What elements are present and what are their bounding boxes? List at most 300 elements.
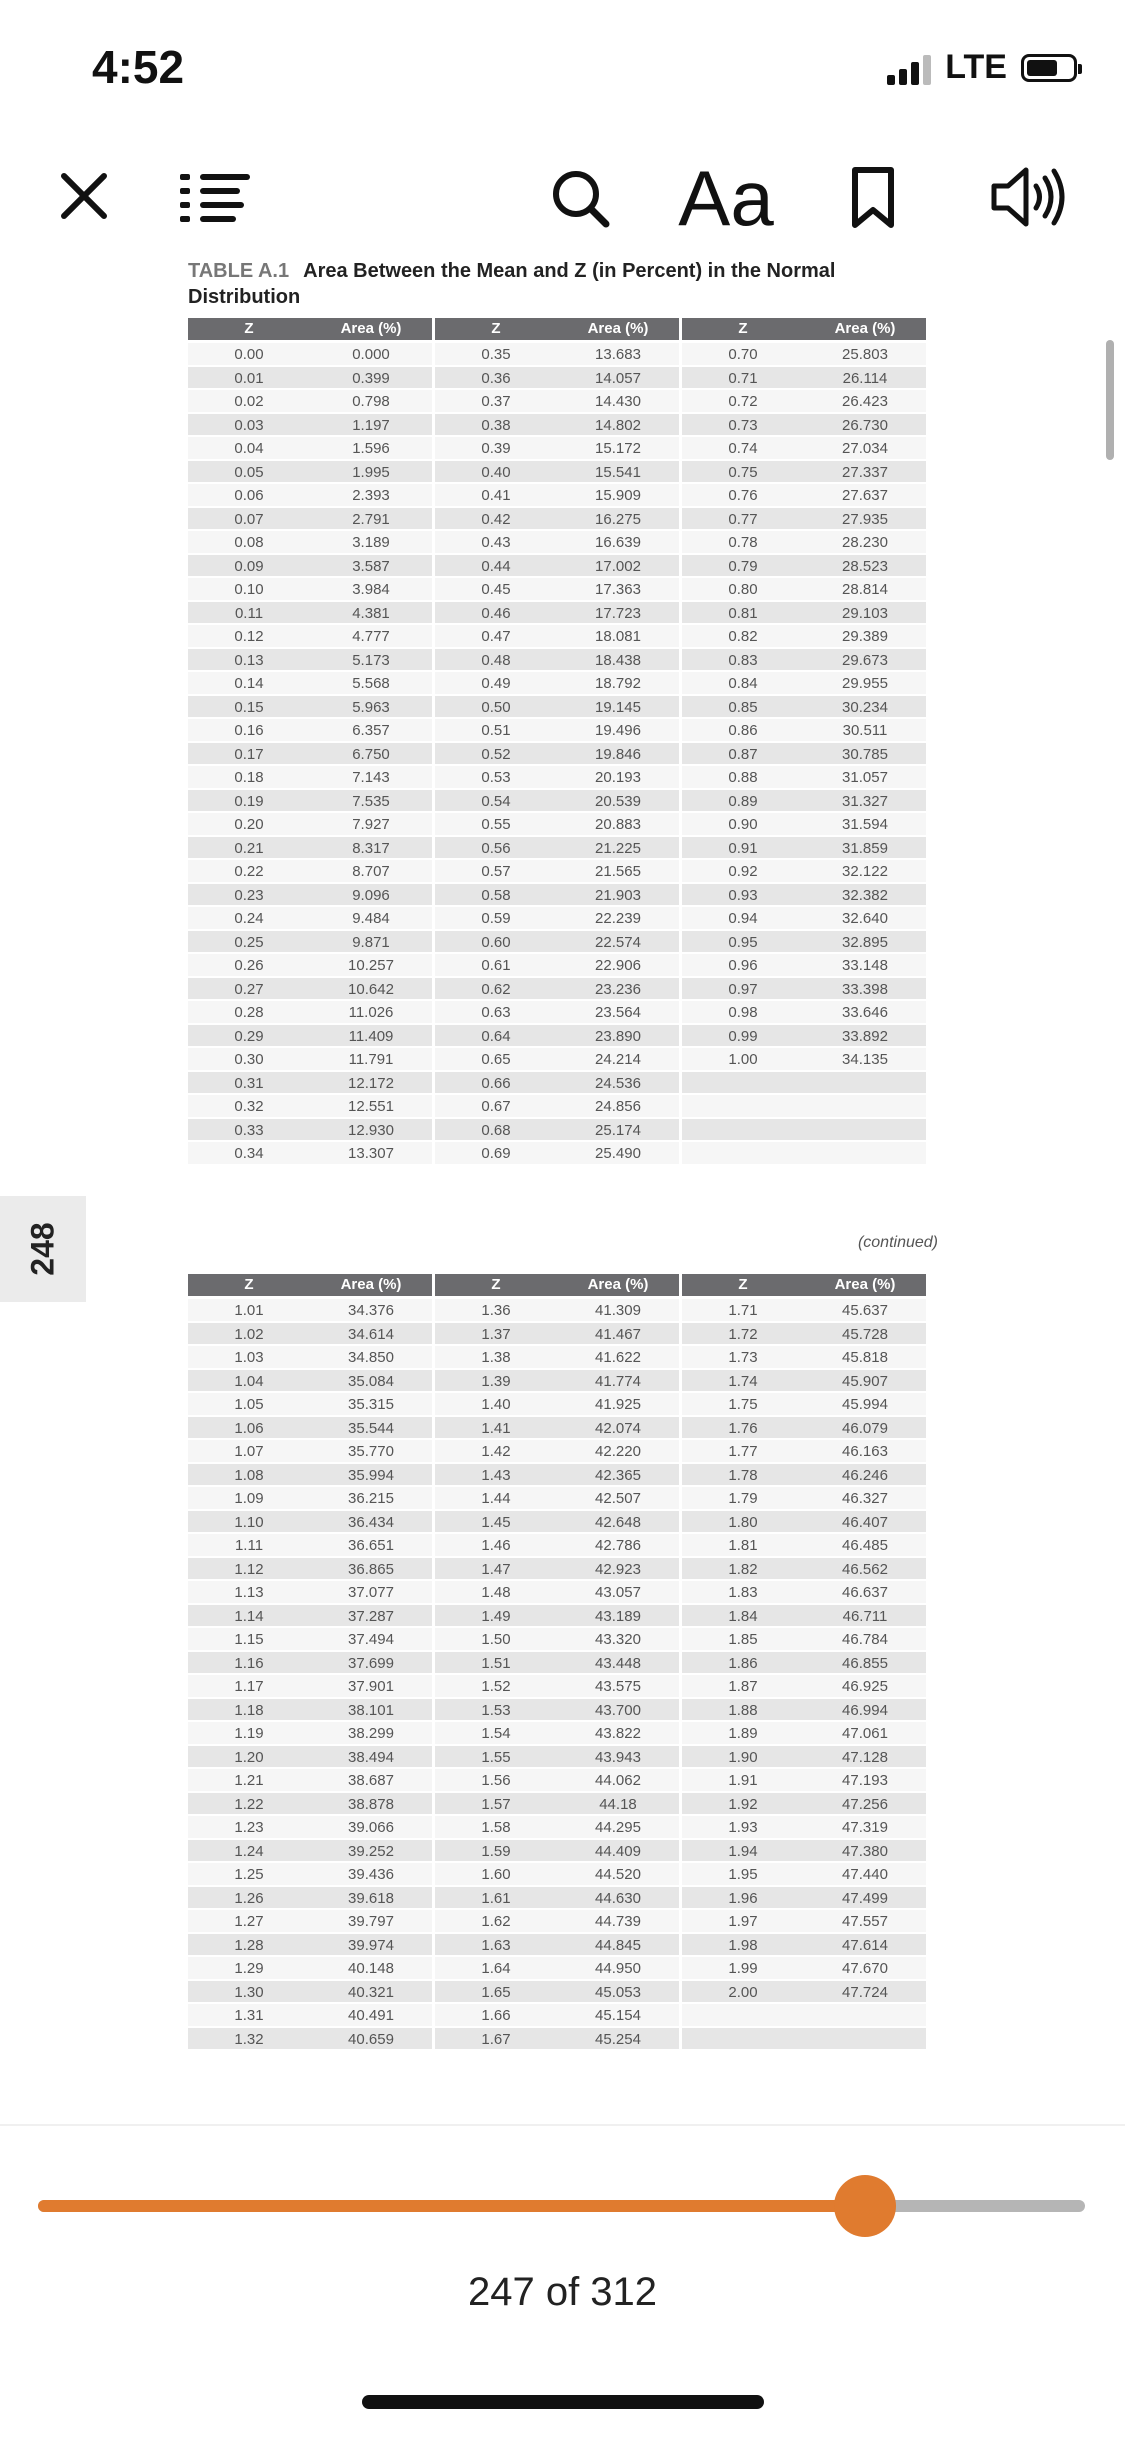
- table-cell: 0.83: [682, 649, 804, 673]
- battery-icon: [1021, 54, 1077, 82]
- table-cell: 0.25: [188, 931, 310, 955]
- table-cell: 1.24: [188, 1840, 310, 1864]
- table-cell: 1.11: [188, 1534, 310, 1558]
- table-cell: 24.856: [557, 1095, 679, 1119]
- table-cell: 1.10: [188, 1511, 310, 1535]
- table-cell: 0.93: [682, 884, 804, 908]
- table-cell: 0.71: [682, 367, 804, 391]
- table-cell: 39.436: [310, 1863, 432, 1887]
- table-cell: 0.04: [188, 437, 310, 461]
- table-cell: 43.189: [557, 1605, 679, 1629]
- table-cell: 1.60: [435, 1863, 557, 1887]
- table-label: TABLE A.1: [188, 260, 290, 282]
- search-button[interactable]: [548, 166, 612, 230]
- table-cell: 1.65: [435, 1981, 557, 2005]
- table-cell: 32.382: [804, 884, 926, 908]
- table-cell: 0.53: [435, 766, 557, 790]
- table-cell: 1.71: [682, 1299, 804, 1323]
- table-cell: 0.99: [682, 1025, 804, 1049]
- table-cell: 43.700: [557, 1699, 679, 1723]
- table-cell: 1.28: [188, 1934, 310, 1958]
- table-cell: 47.724: [804, 1981, 926, 2005]
- table-cell: 0.03: [188, 414, 310, 438]
- table-cell: 0.97: [682, 978, 804, 1002]
- table-cell: 1.81: [682, 1534, 804, 1558]
- table-cell: 1.74: [682, 1370, 804, 1394]
- table-cell: 27.935: [804, 508, 926, 532]
- table-cell: 3.984: [310, 578, 432, 602]
- table-cell: 1.76: [682, 1417, 804, 1441]
- table-cell: 34.614: [310, 1323, 432, 1347]
- column-header: Z: [682, 318, 804, 343]
- table-cell: 12.551: [310, 1095, 432, 1119]
- table-cell: 1.18: [188, 1699, 310, 1723]
- table-cell: 0.47: [435, 625, 557, 649]
- table-cell: 0.68: [435, 1119, 557, 1143]
- table-cell: 1.78: [682, 1464, 804, 1488]
- table-cell: 0.57: [435, 860, 557, 884]
- table-cell: 41.467: [557, 1323, 679, 1347]
- table-cell: 0.63: [435, 1001, 557, 1025]
- table-cell: 6.750: [310, 743, 432, 767]
- table-cell: 35.544: [310, 1417, 432, 1441]
- table-cell: 1.92: [682, 1793, 804, 1817]
- table-cell: 1.99: [682, 1957, 804, 1981]
- table-cell: 0.44: [435, 555, 557, 579]
- table-cell: 0.14: [188, 672, 310, 696]
- table-cell: 1.13: [188, 1581, 310, 1605]
- table-cell: 1.197: [310, 414, 432, 438]
- table-cell: 43.057: [557, 1581, 679, 1605]
- table-cell: 0.37: [435, 390, 557, 414]
- table-cell: 12.930: [310, 1119, 432, 1143]
- table-cell: 1.94: [682, 1840, 804, 1864]
- table-cell: 32.640: [804, 907, 926, 931]
- table-cell: 46.407: [804, 1511, 926, 1535]
- table-cell: 0.08: [188, 531, 310, 555]
- table-cell: 34.135: [804, 1048, 926, 1072]
- table-cell: 31.327: [804, 790, 926, 814]
- table-cell: [804, 1119, 926, 1143]
- table-cell: 44.409: [557, 1840, 679, 1864]
- table-cell: 42.074: [557, 1417, 679, 1441]
- table-cell: 44.845: [557, 1934, 679, 1958]
- table-cell: 0.39: [435, 437, 557, 461]
- table-cell: 42.786: [557, 1534, 679, 1558]
- column-header: Area (%): [310, 1274, 432, 1299]
- continued-label: (continued): [857, 1234, 938, 1251]
- table-cell: 21.903: [557, 884, 679, 908]
- page-slider[interactable]: [38, 2200, 1085, 2212]
- table-cell: 0.60: [435, 931, 557, 955]
- table-cell: 0.74: [682, 437, 804, 461]
- table-cell: 35.315: [310, 1393, 432, 1417]
- table-cell: 22.574: [557, 931, 679, 955]
- table-cell: 1.37: [435, 1323, 557, 1347]
- table-cell: 12.172: [310, 1072, 432, 1096]
- table-cell: 1.41: [435, 1417, 557, 1441]
- table-cell: 1.36: [435, 1299, 557, 1323]
- table-cell: 1.73: [682, 1346, 804, 1370]
- table-cell: [682, 2004, 804, 2028]
- table-cell: 45.994: [804, 1393, 926, 1417]
- table-cell: 34.376: [310, 1299, 432, 1323]
- table-cell: 46.711: [804, 1605, 926, 1629]
- table-cell: 1.80: [682, 1511, 804, 1535]
- table-cell: 0.88: [682, 766, 804, 790]
- table-cell: 5.963: [310, 696, 432, 720]
- table-cell: 1.32: [188, 2028, 310, 2052]
- table-cell: 46.327: [804, 1487, 926, 1511]
- table-cell: 0.61: [435, 954, 557, 978]
- table-cell: 41.309: [557, 1299, 679, 1323]
- table-cell: 47.614: [804, 1934, 926, 1958]
- table-cell: 38.494: [310, 1746, 432, 1770]
- table-cell: 13.683: [557, 343, 679, 367]
- table-cell: 38.878: [310, 1793, 432, 1817]
- table-cell: 6.357: [310, 719, 432, 743]
- table-cell: 18.081: [557, 625, 679, 649]
- page-slider-handle[interactable]: [834, 2175, 896, 2237]
- side-page-number-label: 248: [24, 1222, 61, 1276]
- table-cell: 0.54: [435, 790, 557, 814]
- table-cell: 0.36: [435, 367, 557, 391]
- table-cell: 37.901: [310, 1675, 432, 1699]
- table-cell: 1.48: [435, 1581, 557, 1605]
- table-cell: 47.670: [804, 1957, 926, 1981]
- status-time: 4:52: [92, 41, 185, 93]
- table-cell: 1.02: [188, 1323, 310, 1347]
- table-cell: 26.423: [804, 390, 926, 414]
- table-cell: 1.62: [435, 1910, 557, 1934]
- table-cell: 40.148: [310, 1957, 432, 1981]
- table-cell: 47.193: [804, 1769, 926, 1793]
- table-cell: 36.434: [310, 1511, 432, 1535]
- table-cell: 0.76: [682, 484, 804, 508]
- table-cell: 0.58: [435, 884, 557, 908]
- table-cell: 0.65: [435, 1048, 557, 1072]
- table-cell: 46.562: [804, 1558, 926, 1582]
- signal-icon: [887, 51, 931, 85]
- table-cell: 1.82: [682, 1558, 804, 1582]
- table-cell: 1.90: [682, 1746, 804, 1770]
- table-cell: 47.380: [804, 1840, 926, 1864]
- table-cell: 25.490: [557, 1142, 679, 1166]
- table-cell: 0.16: [188, 719, 310, 743]
- table-cell: 9.871: [310, 931, 432, 955]
- table-cell: 0.69: [435, 1142, 557, 1166]
- table-cell: 1.29: [188, 1957, 310, 1981]
- table-cell: 47.128: [804, 1746, 926, 1770]
- table-cell: 0.20: [188, 813, 310, 837]
- read-aloud-button[interactable]: [988, 164, 1068, 230]
- table-cell: 0.87: [682, 743, 804, 767]
- table-cell: 44.950: [557, 1957, 679, 1981]
- table-cell: 0.46: [435, 602, 557, 626]
- table-cell: 16.639: [557, 531, 679, 555]
- table-cell: [682, 1119, 804, 1143]
- table-cell: 41.925: [557, 1393, 679, 1417]
- table-cell: [682, 1095, 804, 1119]
- table-cell: 0.33: [188, 1119, 310, 1143]
- table-cell: 10.257: [310, 954, 432, 978]
- table-cell: 45.818: [804, 1346, 926, 1370]
- table-cell: 16.275: [557, 508, 679, 532]
- table-cell: 0.05: [188, 461, 310, 485]
- table-cell: 23.236: [557, 978, 679, 1002]
- table-cell: 1.03: [188, 1346, 310, 1370]
- table-cell: 1.64: [435, 1957, 557, 1981]
- table-cell: 0.19: [188, 790, 310, 814]
- table-cell: 0.55: [435, 813, 557, 837]
- table-cell: 1.87: [682, 1675, 804, 1699]
- table-cell: 1.75: [682, 1393, 804, 1417]
- table-cell: 1.49: [435, 1605, 557, 1629]
- table-cell: 23.564: [557, 1001, 679, 1025]
- table-cell: 1.61: [435, 1887, 557, 1911]
- table-cell: 46.079: [804, 1417, 926, 1441]
- table-cell: 30.234: [804, 696, 926, 720]
- table-cell: 0.45: [435, 578, 557, 602]
- table-cell: 1.85: [682, 1628, 804, 1652]
- table-cell: 1.58: [435, 1816, 557, 1840]
- table-cell: 0.91: [682, 837, 804, 861]
- table-cell: 0.82: [682, 625, 804, 649]
- table-cell: 0.43: [435, 531, 557, 555]
- table-cell: 1.88: [682, 1699, 804, 1723]
- home-indicator[interactable]: [362, 2395, 764, 2409]
- table-cell: 1.06: [188, 1417, 310, 1441]
- table-cell: 18.792: [557, 672, 679, 696]
- table-cell: 17.723: [557, 602, 679, 626]
- table-cell: 25.174: [557, 1119, 679, 1143]
- table-cell: 1.08: [188, 1464, 310, 1488]
- table-cell: 0.77: [682, 508, 804, 532]
- table-cell: 0.12: [188, 625, 310, 649]
- table-cell: 44.062: [557, 1769, 679, 1793]
- table-cell: 1.54: [435, 1722, 557, 1746]
- bookmark-button[interactable]: [848, 164, 898, 232]
- table-cell: 0.34: [188, 1142, 310, 1166]
- table-cell: 33.892: [804, 1025, 926, 1049]
- table-cell: 1.52: [435, 1675, 557, 1699]
- table-cell: 10.642: [310, 978, 432, 1002]
- table-cell: 35.994: [310, 1464, 432, 1488]
- table-cell: 30.511: [804, 719, 926, 743]
- table-cell: 1.43: [435, 1464, 557, 1488]
- table-cell: 19.145: [557, 696, 679, 720]
- table-cell: 0.38: [435, 414, 557, 438]
- table-cell: 43.943: [557, 1746, 679, 1770]
- table-cell: 17.002: [557, 555, 679, 579]
- table-cell: 1.95: [682, 1863, 804, 1887]
- table-cell: 36.215: [310, 1487, 432, 1511]
- table-cell: 36.651: [310, 1534, 432, 1558]
- table-cell: 46.925: [804, 1675, 926, 1699]
- table-cell: 0.94: [682, 907, 804, 931]
- table-cell: 40.321: [310, 1981, 432, 2005]
- table-cell: 1.14: [188, 1605, 310, 1629]
- table-of-contents-button[interactable]: [178, 168, 254, 228]
- table-cell: 40.491: [310, 2004, 432, 2028]
- table-cell: 1.27: [188, 1910, 310, 1934]
- table-cell: 1.07: [188, 1440, 310, 1464]
- table-cell: 45.728: [804, 1323, 926, 1347]
- table-cell: 0.42: [435, 508, 557, 532]
- table-cell: 39.797: [310, 1910, 432, 1934]
- table-cell: 17.363: [557, 578, 679, 602]
- table-cell: 0.95: [682, 931, 804, 955]
- table-cell: 47.499: [804, 1887, 926, 1911]
- table-cell: 11.791: [310, 1048, 432, 1072]
- table-cell: 1.01: [188, 1299, 310, 1323]
- table-cell: 33.646: [804, 1001, 926, 1025]
- table-cell: 14.057: [557, 367, 679, 391]
- table-cell: 36.865: [310, 1558, 432, 1582]
- table-cell: 0.07: [188, 508, 310, 532]
- table-cell: 14.802: [557, 414, 679, 438]
- table-cell: 1.55: [435, 1746, 557, 1770]
- table-cell: 0.28: [188, 1001, 310, 1025]
- table-cell: 33.398: [804, 978, 926, 1002]
- table-cell: 0.84: [682, 672, 804, 696]
- table-cell: 3.189: [310, 531, 432, 555]
- table-cell: 38.299: [310, 1722, 432, 1746]
- table-cell: [804, 1095, 926, 1119]
- table-cell: 1.04: [188, 1370, 310, 1394]
- table-cell: 1.50: [435, 1628, 557, 1652]
- table-cell: 2.00: [682, 1981, 804, 2005]
- table-cell: 45.254: [557, 2028, 679, 2052]
- table-cell: 0.73: [682, 414, 804, 438]
- table-cell: [682, 1072, 804, 1096]
- search-icon: [548, 166, 612, 230]
- table-cell: 27.337: [804, 461, 926, 485]
- z-table-part-2: [188, 1274, 934, 2051]
- table-cell: 0.13: [188, 649, 310, 673]
- table-cell: 46.994: [804, 1699, 926, 1723]
- table-cell: 43.320: [557, 1628, 679, 1652]
- column-header: Z: [435, 318, 557, 343]
- table-cell: 7.535: [310, 790, 432, 814]
- table-cell: 14.430: [557, 390, 679, 414]
- table-cell: [682, 1142, 804, 1166]
- table-cell: 30.785: [804, 743, 926, 767]
- table-cell: 0.51: [435, 719, 557, 743]
- table-cell: 44.630: [557, 1887, 679, 1911]
- table-cell: 0.798: [310, 390, 432, 414]
- table-cell: 1.00: [682, 1048, 804, 1072]
- table-cell: 0.29: [188, 1025, 310, 1049]
- column-header: Area (%): [310, 318, 432, 343]
- scrollbar[interactable]: [1106, 340, 1114, 460]
- table-cell: 1.44: [435, 1487, 557, 1511]
- table-cell: 1.77: [682, 1440, 804, 1464]
- table-cell: 45.907: [804, 1370, 926, 1394]
- table-cell: 0.21: [188, 837, 310, 861]
- table-cell: 0.66: [435, 1072, 557, 1096]
- table-cell: 0.11: [188, 602, 310, 626]
- close-button[interactable]: [56, 168, 112, 224]
- table-cell: 43.575: [557, 1675, 679, 1699]
- table-cell: 1.59: [435, 1840, 557, 1864]
- table-cell: 47.557: [804, 1910, 926, 1934]
- table-cell: [804, 1072, 926, 1096]
- table-cell: 0.56: [435, 837, 557, 861]
- table-cell: 3.587: [310, 555, 432, 579]
- font-settings-button[interactable]: Aa: [678, 154, 774, 242]
- table-cell: 20.193: [557, 766, 679, 790]
- column-header: Z: [188, 318, 310, 343]
- table-cell: 46.855: [804, 1652, 926, 1676]
- table-cell: 1.96: [682, 1887, 804, 1911]
- table-cell: 7.927: [310, 813, 432, 837]
- table-cell: 0.27: [188, 978, 310, 1002]
- table-cell: 1.56: [435, 1769, 557, 1793]
- table-cell: 45.154: [557, 2004, 679, 2028]
- table-cell: 1.16: [188, 1652, 310, 1676]
- table-cell: 19.846: [557, 743, 679, 767]
- table-cell: 33.148: [804, 954, 926, 978]
- table-cell: 0.48: [435, 649, 557, 673]
- table-cell: 22.906: [557, 954, 679, 978]
- network-label: LTE: [945, 48, 1007, 86]
- page-slider-progress: [38, 2200, 865, 2212]
- table-cell: 31.057: [804, 766, 926, 790]
- table-cell: 1.20: [188, 1746, 310, 1770]
- table-cell: 13.307: [310, 1142, 432, 1166]
- table-cell: 28.523: [804, 555, 926, 579]
- table-cell: 5.568: [310, 672, 432, 696]
- table-cell: 29.389: [804, 625, 926, 649]
- table-cell: 43.448: [557, 1652, 679, 1676]
- table-cell: 32.122: [804, 860, 926, 884]
- table-cell: 35.084: [310, 1370, 432, 1394]
- table-cell: 0.09: [188, 555, 310, 579]
- table-cell: 1.83: [682, 1581, 804, 1605]
- table-cell: 0.32: [188, 1095, 310, 1119]
- column-header: Z: [435, 1274, 557, 1299]
- table-cell: [682, 2028, 804, 2052]
- table-cell: 8.707: [310, 860, 432, 884]
- table-cell: 0.02: [188, 390, 310, 414]
- table-cell: 23.890: [557, 1025, 679, 1049]
- table-cell: 26.114: [804, 367, 926, 391]
- list-icon: [178, 168, 254, 228]
- table-cell: 1.38: [435, 1346, 557, 1370]
- table-cell: 1.40: [435, 1393, 557, 1417]
- table-cell: 0.23: [188, 884, 310, 908]
- table-cell: 0.64: [435, 1025, 557, 1049]
- column-header: Z: [682, 1274, 804, 1299]
- table-cell: 47.319: [804, 1816, 926, 1840]
- table-cell: 9.096: [310, 884, 432, 908]
- column-header: Area (%): [804, 1274, 926, 1299]
- table-cell: 0.52: [435, 743, 557, 767]
- table-cell: 1.12: [188, 1558, 310, 1582]
- table-cell: 37.287: [310, 1605, 432, 1629]
- table-cell: 0.15: [188, 696, 310, 720]
- table-cell: 0.01: [188, 367, 310, 391]
- table-cell: 31.594: [804, 813, 926, 837]
- table-cell: 0.40: [435, 461, 557, 485]
- table-cell: 29.955: [804, 672, 926, 696]
- table-cell: 0.35: [435, 343, 557, 367]
- table-cell: [804, 1142, 926, 1166]
- table-cell: 37.699: [310, 1652, 432, 1676]
- table-cell: 15.541: [557, 461, 679, 485]
- table-cell: 32.895: [804, 931, 926, 955]
